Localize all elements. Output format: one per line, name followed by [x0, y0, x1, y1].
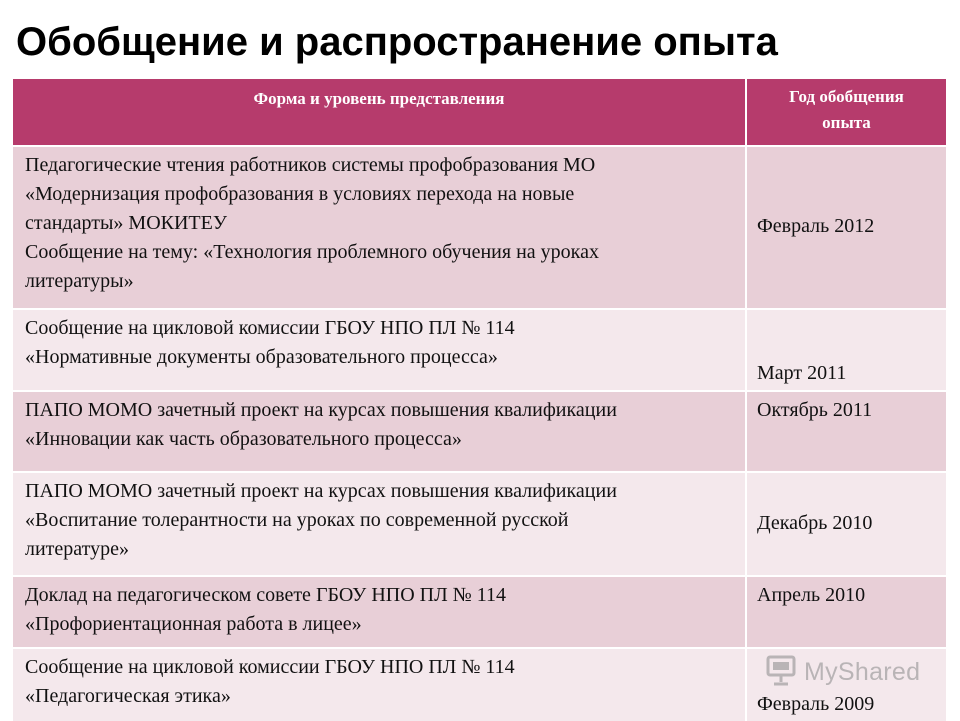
form-line: литературе»	[25, 538, 130, 560]
year-cell: Апрель 2010	[747, 575, 946, 647]
form-line: Доклад на педагогическом совете ГБОУ НПО ПЛ № 114	[25, 584, 507, 606]
form-cell	[13, 647, 747, 721]
table-row	[13, 145, 946, 308]
form-cell	[13, 575, 747, 647]
form-line: Сообщение на тему: «Технология проблемного обучения на уроках	[25, 241, 599, 263]
table-row	[13, 471, 946, 575]
presentation-board-icon	[764, 653, 798, 692]
year-cell: Декабрь 2010	[747, 471, 946, 575]
table-row	[13, 390, 946, 471]
column-header-year	[747, 79, 946, 145]
experience-table	[13, 79, 946, 721]
form-line: Педагогические чтения работников системы профобразования МО	[25, 154, 596, 176]
form-line: стандарты» МОКИТЕУ	[25, 212, 228, 234]
form-line: «Инновации как часть образовательного процесса»	[25, 428, 462, 450]
form-line: «Профориентационная работа в лицее»	[25, 613, 362, 635]
form-line: ПАПО МОМО зачетный проект на курсах повышения квалификации	[25, 480, 617, 502]
form-cell	[13, 145, 747, 308]
column-header-year-line: Год обобщения	[789, 87, 904, 106]
form-line: «Нормативные документы образовательного процесса»	[25, 346, 498, 368]
form-line: ПАПО МОМО зачетный проект на курсах повышения квалификации	[25, 399, 617, 421]
page-title: Обобщение и распространение опыта	[16, 20, 778, 64]
form-line: Сообщение на цикловой комиссии ГБОУ НПО ПЛ № 114	[25, 317, 515, 339]
form-line: «Воспитание толерантности на уроках по современной русской	[25, 509, 569, 531]
form-cell	[13, 471, 747, 575]
year-cell: Октябрь 2011	[747, 390, 946, 471]
year-cell: Февраль 2012	[747, 145, 946, 308]
form-cell	[13, 390, 747, 471]
form-line: «Педагогическая этика»	[25, 685, 231, 707]
form-line: «Модернизация профобразования в условиях перехода на новые	[25, 183, 575, 205]
watermark-text: MyShared	[804, 657, 921, 686]
form-line: Сообщение на цикловой комиссии ГБОУ НПО ПЛ № 114	[25, 656, 515, 678]
watermark	[764, 654, 920, 690]
column-header-year-line: опыта	[822, 113, 871, 132]
form-line: литературы»	[25, 270, 134, 292]
year-cell: Март 2011	[747, 308, 946, 390]
table-row	[13, 575, 946, 647]
table-header-row	[13, 79, 946, 145]
table-row	[13, 308, 946, 390]
column-header-form: Форма и уровень представления	[13, 79, 747, 145]
form-cell	[13, 308, 747, 390]
year-cell: Февраль 2009	[747, 647, 946, 721]
